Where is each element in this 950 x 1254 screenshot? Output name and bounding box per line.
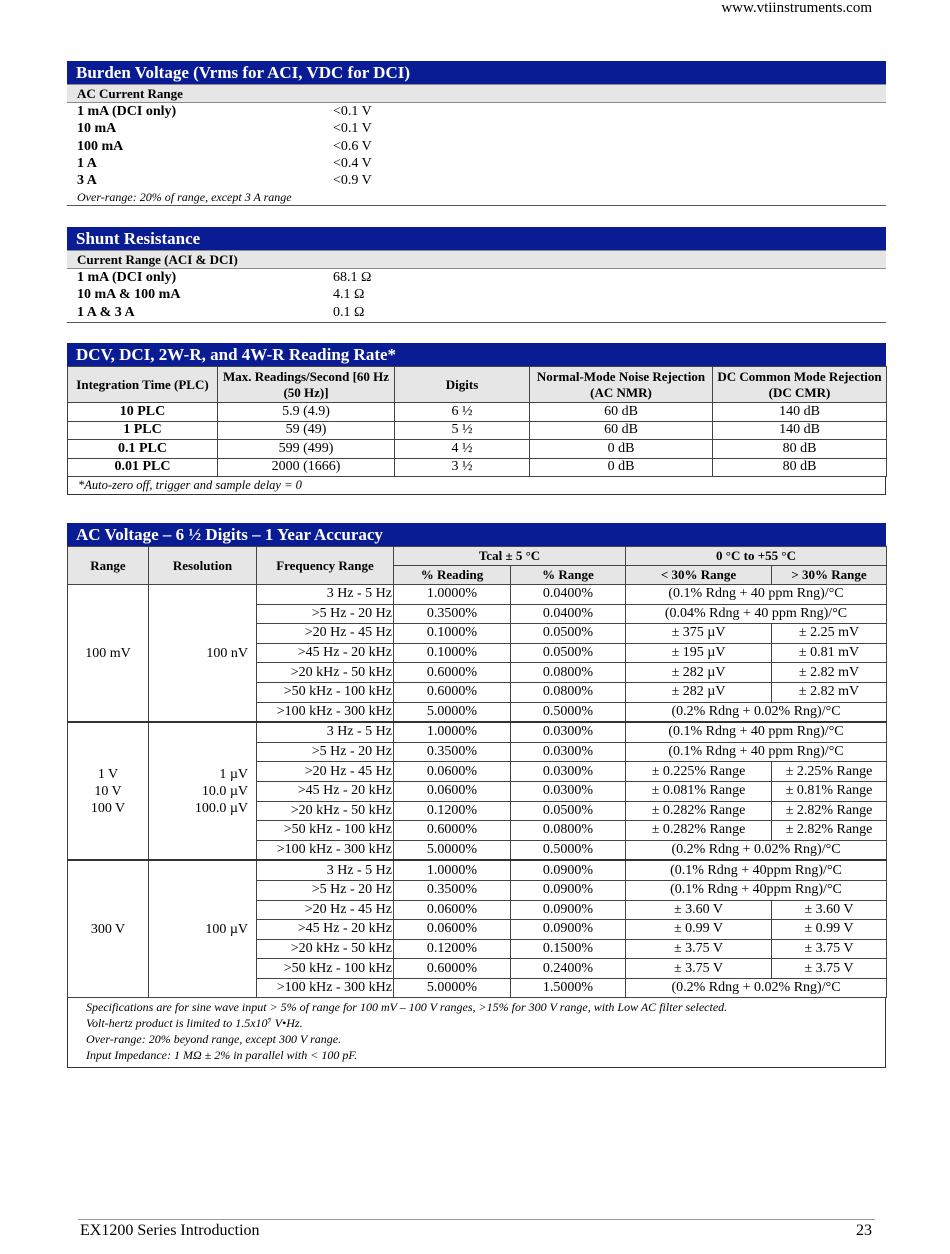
burden-label: 10 mA bbox=[77, 121, 117, 137]
le30-cell: ± 3.75 V bbox=[626, 939, 772, 959]
col-gt30: > 30% Range bbox=[772, 566, 887, 585]
page-number: 23 bbox=[856, 1222, 872, 1239]
shunt-value: 68.1 Ω bbox=[333, 270, 372, 285]
ac-voltage-table bbox=[67, 546, 887, 998]
pct-range-cell: 0.0900% bbox=[511, 880, 626, 900]
burden-label: 100 mA bbox=[77, 138, 124, 154]
tempco-cell: (0.2% Rdng + 0.02% Rng)/°C bbox=[626, 978, 887, 998]
col-pct-range: % Range bbox=[511, 566, 626, 585]
frequency-cell: >45 Hz - 20 kHz bbox=[257, 643, 394, 663]
frequency-cell: >50 kHz - 100 kHz bbox=[257, 821, 394, 841]
reading-cell: 1.0000% bbox=[394, 722, 511, 742]
shunt-label: 1 A & 3 A bbox=[77, 304, 135, 320]
frequency-cell: >20 Hz - 45 Hz bbox=[257, 762, 394, 782]
burden-row bbox=[67, 120, 886, 137]
rate-cell: 80 dB bbox=[713, 440, 887, 459]
shunt-rows bbox=[67, 269, 886, 323]
resolution-cell: 100 µV bbox=[149, 860, 257, 998]
reading-cell: 1.0000% bbox=[394, 585, 511, 605]
burden-row bbox=[67, 172, 886, 189]
shunt-value: 4.1 Ω bbox=[333, 287, 365, 303]
tempco-cell: (0.1% Rdng + 40ppm Rng)/°C bbox=[626, 880, 887, 900]
reading-cell: 5.0000% bbox=[394, 702, 511, 722]
pct-range-cell: 0.5000% bbox=[511, 840, 626, 860]
shunt-row bbox=[67, 286, 886, 303]
rate-cell: 140 dB bbox=[713, 403, 887, 422]
pct-range-cell: 0.0500% bbox=[511, 801, 626, 821]
shunt-subhead: Current Range (ACI & DCI) bbox=[67, 250, 886, 269]
burden-value: <0.1 V bbox=[333, 104, 372, 119]
gt30-cell: ± 2.82 mV bbox=[772, 682, 887, 702]
burden-value: <0.1 V bbox=[333, 121, 372, 137]
tempco-cell: (0.1% Rdng + 40 ppm Rng)/°C bbox=[626, 585, 887, 605]
le30-cell: ± 0.225% Range bbox=[626, 762, 772, 782]
ac-voltage-title: AC Voltage – 6 ½ Digits – 1 Year Accuracy bbox=[67, 523, 886, 546]
reading-cell: 0.1200% bbox=[394, 939, 511, 959]
pct-range-cell: 0.0800% bbox=[511, 821, 626, 841]
spec-line: Volt-hertz product is limited to 1.5x10⁷ V•Hz. bbox=[86, 1016, 303, 1031]
rate-cell: 3 ½ bbox=[395, 458, 530, 477]
table-row bbox=[68, 585, 887, 605]
shunt-row bbox=[67, 269, 886, 286]
reading-cell: 0.0600% bbox=[394, 920, 511, 940]
pct-range-cell: 0.0500% bbox=[511, 643, 626, 663]
rate-cell: 0.01 PLC bbox=[68, 458, 218, 477]
rate-cell: 10 PLC bbox=[68, 403, 218, 422]
reading-cell: 5.0000% bbox=[394, 978, 511, 998]
pct-range-cell: 0.5000% bbox=[511, 702, 626, 722]
rate-cell: 59 (49) bbox=[218, 421, 395, 440]
gt30-cell: ± 0.81% Range bbox=[772, 781, 887, 801]
pct-range-cell: 0.0400% bbox=[511, 604, 626, 624]
reading-cell: 1.0000% bbox=[394, 860, 511, 880]
le30-cell: ± 0.282% Range bbox=[626, 821, 772, 841]
tempco-cell: (0.1% Rdng + 40 ppm Rng)/°C bbox=[626, 722, 887, 742]
frequency-cell: >45 Hz - 20 kHz bbox=[257, 920, 394, 940]
le30-cell: ± 282 µV bbox=[626, 663, 772, 683]
reading-rate-note: *Auto-zero off, trigger and sample delay = 0 bbox=[67, 477, 886, 495]
burden-subhead: AC Current Range bbox=[67, 84, 886, 103]
reading-cell: 0.0600% bbox=[394, 900, 511, 920]
rate-cell: 4 ½ bbox=[395, 440, 530, 459]
frequency-cell: >5 Hz - 20 Hz bbox=[257, 742, 394, 762]
spec-line: Over-range: 20% beyond range, except 300 V range. bbox=[86, 1032, 342, 1047]
shunt-row bbox=[67, 304, 886, 321]
pct-range-cell: 0.0900% bbox=[511, 860, 626, 880]
pct-range-cell: 0.0800% bbox=[511, 663, 626, 683]
spec-line: Specifications are for sine wave input > 5% of range for 100 mV – 100 V ranges, >15% for 300 V range, with Low AC filter selected. bbox=[86, 1000, 728, 1015]
le30-cell: ± 3.60 V bbox=[626, 900, 772, 920]
rate-cell: 5.9 (4.9) bbox=[218, 403, 395, 422]
reading-cell: 0.1000% bbox=[394, 624, 511, 644]
pct-range-cell: 0.0300% bbox=[511, 742, 626, 762]
frequency-cell: >20 Hz - 45 Hz bbox=[257, 624, 394, 644]
burden-rows bbox=[67, 103, 886, 189]
table-row bbox=[68, 722, 887, 742]
rate-header: Normal-Mode Noise Rejection (AC NMR) bbox=[530, 367, 713, 403]
shunt-label: 1 mA (DCI only) bbox=[77, 270, 177, 285]
table-row bbox=[68, 440, 887, 459]
burden-row bbox=[67, 103, 886, 120]
pct-range-cell: 0.0900% bbox=[511, 900, 626, 920]
col-tcal: Tcal ± 5 °C bbox=[394, 547, 626, 566]
ac-voltage-section bbox=[67, 523, 886, 1068]
frequency-cell: >20 Hz - 45 Hz bbox=[257, 900, 394, 920]
gt30-cell: ± 2.82 mV bbox=[772, 663, 887, 683]
le30-cell: ± 195 µV bbox=[626, 643, 772, 663]
pct-range-cell: 0.1500% bbox=[511, 939, 626, 959]
reading-cell: 0.6000% bbox=[394, 821, 511, 841]
shunt-label: 10 mA & 100 mA bbox=[77, 287, 181, 303]
range-cell: 300 V bbox=[68, 860, 149, 998]
reading-cell: 0.3500% bbox=[394, 880, 511, 900]
rate-cell: 0 dB bbox=[530, 458, 713, 477]
burden-note: Over-range: 20% of range, except 3 A range bbox=[67, 189, 886, 206]
frequency-cell: >5 Hz - 20 Hz bbox=[257, 604, 394, 624]
burden-row bbox=[67, 138, 886, 155]
gt30-cell: ± 0.81 mV bbox=[772, 643, 887, 663]
reading-cell: 0.6000% bbox=[394, 663, 511, 683]
col-frequency: Frequency Range bbox=[257, 547, 394, 585]
resolution-cell: 100 nV bbox=[149, 585, 257, 723]
frequency-cell: 3 Hz - 5 Hz bbox=[257, 722, 394, 742]
frequency-cell: >50 kHz - 100 kHz bbox=[257, 682, 394, 702]
burden-value: <0.4 V bbox=[333, 155, 372, 171]
shunt-resistance-section bbox=[67, 227, 886, 323]
le30-cell: ± 0.282% Range bbox=[626, 801, 772, 821]
burden-label: 1 A bbox=[77, 155, 97, 171]
rate-header: Max. Readings/Second [60 Hz (50 Hz)] bbox=[218, 367, 395, 403]
reading-rate-section bbox=[67, 343, 886, 495]
gt30-cell: ± 3.75 V bbox=[772, 939, 887, 959]
tempco-cell: (0.04% Rdng + 40 ppm Rng)/°C bbox=[626, 604, 887, 624]
reading-cell: 0.3500% bbox=[394, 742, 511, 762]
tempco-cell: (0.2% Rdng + 0.02% Rng)/°C bbox=[626, 840, 887, 860]
rate-cell: 140 dB bbox=[713, 421, 887, 440]
gt30-cell: ± 3.75 V bbox=[772, 959, 887, 979]
reading-rate-title: DCV, DCI, 2W-R, and 4W-R Reading Rate* bbox=[67, 343, 886, 366]
col-reading: % Reading bbox=[394, 566, 511, 585]
frequency-cell: >20 kHz - 50 kHz bbox=[257, 663, 394, 683]
reading-cell: 0.1000% bbox=[394, 643, 511, 663]
burden-label: 3 A bbox=[77, 173, 97, 189]
rate-cell: 5 ½ bbox=[395, 421, 530, 440]
le30-cell: ± 375 µV bbox=[626, 624, 772, 644]
rate-cell: 0.1 PLC bbox=[68, 440, 218, 459]
rate-cell: 1 PLC bbox=[68, 421, 218, 440]
burden-voltage-title: Burden Voltage (Vrms for ACI, VDC for DCI) bbox=[67, 61, 886, 84]
rate-cell: 60 dB bbox=[530, 421, 713, 440]
reading-cell: 0.6000% bbox=[394, 959, 511, 979]
reading-rate-table bbox=[67, 366, 887, 477]
frequency-cell: >100 kHz - 300 kHz bbox=[257, 978, 394, 998]
resolution-cell: 1 µV 10.0 µV 100.0 µV bbox=[149, 722, 257, 860]
reading-cell: 5.0000% bbox=[394, 840, 511, 860]
range-cell: 1 V 10 V 100 V bbox=[68, 722, 149, 860]
table-row bbox=[68, 458, 887, 477]
pct-range-cell: 0.0300% bbox=[511, 781, 626, 801]
rate-cell: 6 ½ bbox=[395, 403, 530, 422]
pct-range-cell: 0.0900% bbox=[511, 920, 626, 940]
burden-value: <0.9 V bbox=[333, 173, 372, 189]
range-cell: 100 mV bbox=[68, 585, 149, 723]
le30-cell: ± 282 µV bbox=[626, 682, 772, 702]
pct-range-cell: 0.0300% bbox=[511, 762, 626, 782]
reading-cell: 0.1200% bbox=[394, 801, 511, 821]
frequency-cell: >100 kHz - 300 kHz bbox=[257, 702, 394, 722]
le30-cell: ± 3.75 V bbox=[626, 959, 772, 979]
footer-rule bbox=[78, 1219, 875, 1220]
reading-cell: 0.6000% bbox=[394, 682, 511, 702]
frequency-cell: 3 Hz - 5 Hz bbox=[257, 585, 394, 605]
rate-cell: 0 dB bbox=[530, 440, 713, 459]
rate-cell: 80 dB bbox=[713, 458, 887, 477]
le30-cell: ± 0.99 V bbox=[626, 920, 772, 940]
burden-row bbox=[67, 155, 886, 172]
pct-range-cell: 0.0500% bbox=[511, 624, 626, 644]
pct-range-cell: 1.5000% bbox=[511, 978, 626, 998]
frequency-cell: >20 kHz - 50 kHz bbox=[257, 939, 394, 959]
frequency-cell: >5 Hz - 20 Hz bbox=[257, 880, 394, 900]
burden-value: <0.6 V bbox=[333, 138, 372, 154]
col-temp: 0 °C to +55 °C bbox=[626, 547, 887, 566]
burden-voltage-section bbox=[67, 61, 886, 206]
tempco-cell: (0.1% Rdng + 40ppm Rng)/°C bbox=[626, 860, 887, 880]
col-range: Range bbox=[68, 547, 149, 585]
pct-range-cell: 0.2400% bbox=[511, 959, 626, 979]
reading-cell: 0.3500% bbox=[394, 604, 511, 624]
table-row bbox=[68, 421, 887, 440]
rate-header: DC Common Mode Rejection (DC CMR) bbox=[713, 367, 887, 403]
frequency-cell: 3 Hz - 5 Hz bbox=[257, 860, 394, 880]
gt30-cell: ± 3.60 V bbox=[772, 900, 887, 920]
pct-range-cell: 0.0800% bbox=[511, 682, 626, 702]
burden-label: 1 mA (DCI only) bbox=[77, 104, 177, 119]
table-row bbox=[68, 860, 887, 880]
spec-line: Input Impedance: 1 MΩ ± 2% in parallel with < 100 pF. bbox=[86, 1047, 358, 1062]
frequency-cell: >100 kHz - 300 kHz bbox=[257, 840, 394, 860]
reading-cell: 0.0600% bbox=[394, 781, 511, 801]
rate-header: Integration Time (PLC) bbox=[68, 367, 218, 403]
shunt-value: 0.1 Ω bbox=[333, 304, 365, 320]
gt30-cell: ± 0.99 V bbox=[772, 920, 887, 940]
tempco-cell: (0.2% Rdng + 0.02% Rng)/°C bbox=[626, 702, 887, 722]
table-row bbox=[68, 403, 887, 422]
col-resolution: Resolution bbox=[149, 547, 257, 585]
col-le30: < 30% Range bbox=[626, 566, 772, 585]
frequency-cell: >45 Hz - 20 kHz bbox=[257, 781, 394, 801]
rate-cell: 2000 (1666) bbox=[218, 458, 395, 477]
footer-title: EX1200 Series Introduction bbox=[80, 1222, 260, 1239]
reading-cell: 0.0600% bbox=[394, 762, 511, 782]
tempco-cell: (0.1% Rdng + 40 ppm Rng)/°C bbox=[626, 742, 887, 762]
rate-header: Digits bbox=[395, 367, 530, 403]
pct-range-cell: 0.0300% bbox=[511, 722, 626, 742]
shunt-resistance-title: Shunt Resistance bbox=[67, 227, 886, 250]
frequency-cell: >50 kHz - 100 kHz bbox=[257, 959, 394, 979]
frequency-cell: >20 kHz - 50 kHz bbox=[257, 801, 394, 821]
le30-cell: ± 0.081% Range bbox=[626, 781, 772, 801]
gt30-cell: ± 2.82% Range bbox=[772, 821, 887, 841]
ac-voltage-specs bbox=[67, 998, 886, 1067]
gt30-cell: ± 2.82% Range bbox=[772, 801, 887, 821]
rate-cell: 60 dB bbox=[530, 403, 713, 422]
site-url: www.vtiinstruments.com bbox=[721, 0, 872, 16]
pct-range-cell: 0.0400% bbox=[511, 585, 626, 605]
gt30-cell: ± 2.25% Range bbox=[772, 762, 887, 782]
rate-cell: 599 (499) bbox=[218, 440, 395, 459]
gt30-cell: ± 2.25 mV bbox=[772, 624, 887, 644]
